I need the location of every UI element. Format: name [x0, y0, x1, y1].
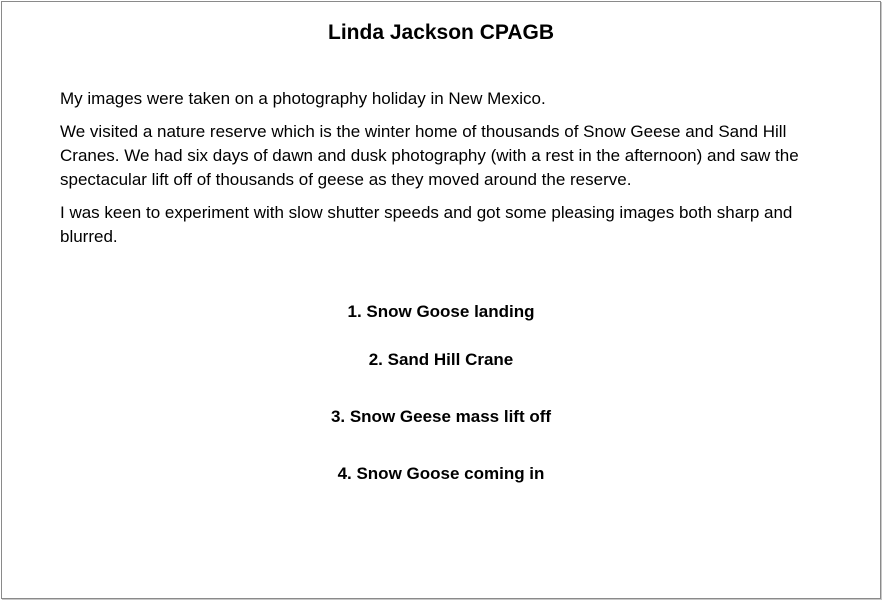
reserve-paragraph: We visited a nature reserve which is the winter home of thousands of Snow Geese and Sand Hill Cranes. We had six days of dawn and dusk photography (with a rest in the afternoon) and saw the spectacular lift off of thousands of geese as they moved around the reserve.: [60, 122, 799, 189]
image-list-item: 2. Sand Hill Crane: [368, 350, 514, 369]
image-list-item: 3. Snow Geese mass lift off: [330, 407, 552, 426]
page-title: Linda Jackson CPAGB: [328, 21, 554, 44]
document-page: [1, 1, 881, 599]
image-list-item: 1. Snow Goose landing: [347, 302, 535, 321]
intro-paragraph: My images were taken on a photography holiday in New Mexico.: [60, 89, 546, 108]
intro-text: [60, 87, 826, 258]
shutter-paragraph: I was keen to experiment with slow shutter speeds and got some pleasing images both sharp and blurred.: [60, 203, 793, 246]
image-list-item: 4. Snow Goose coming in: [337, 464, 545, 483]
